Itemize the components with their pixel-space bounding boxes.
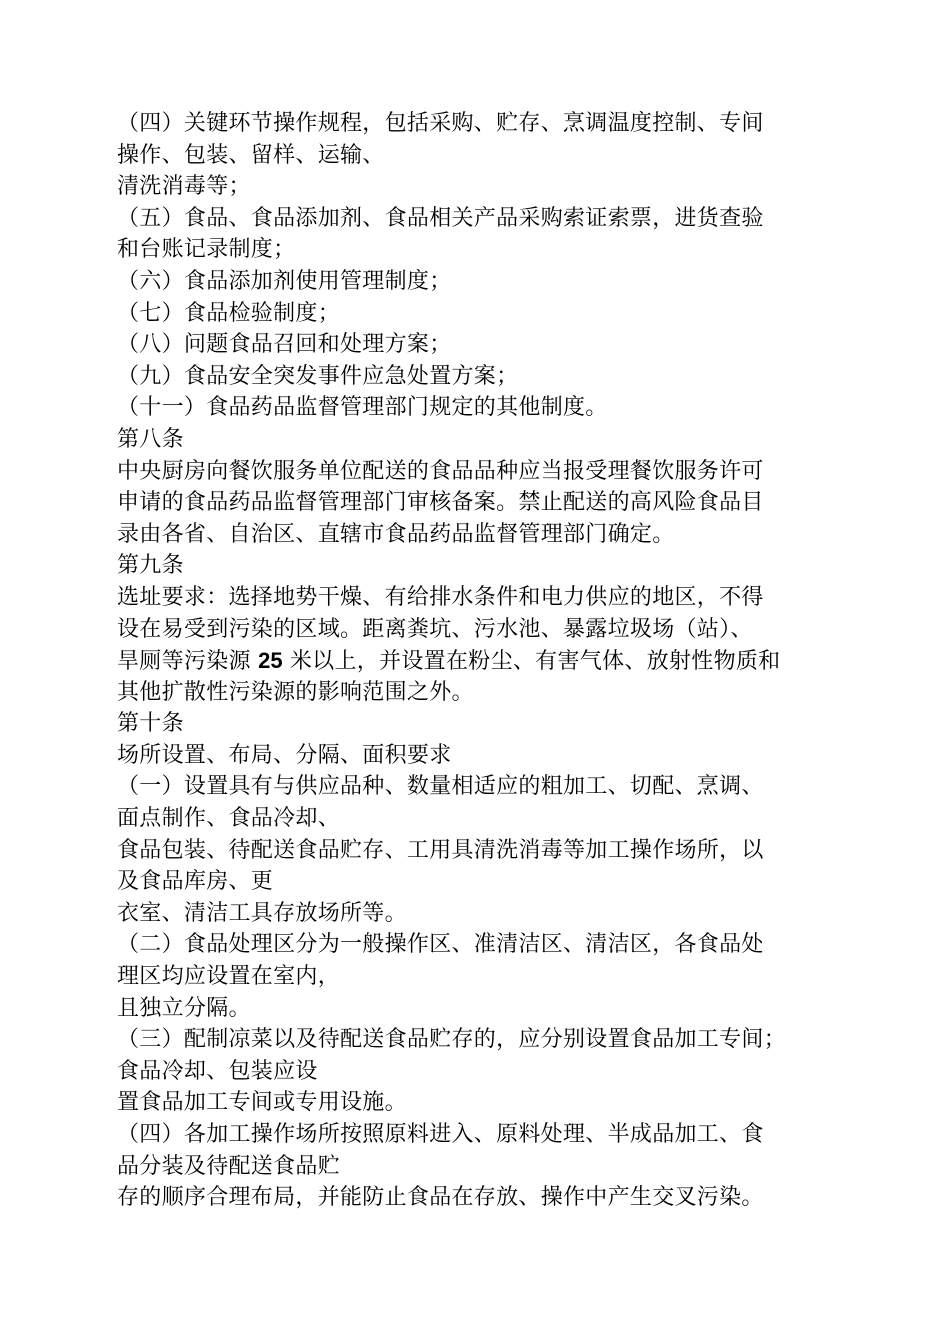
text-line: （四）关键环节操作规程，包括采购、贮存、烹调温度控制、专间 [117, 111, 764, 136]
text-line: 操作、包装、留样、运输、 [117, 142, 385, 168]
text-line: 录由各省、自治区、直辖市食品药品监督管理部门确定。 [117, 521, 675, 547]
text-line: （九）食品安全突发事件应急处置方案； [117, 363, 519, 389]
document-body [117, 108, 857, 1214]
text-line: 其他扩散性污染源的影响范围之外。 [117, 679, 474, 705]
text-line: 和台账记录制度； [117, 237, 296, 263]
article-heading: 第八条 [117, 426, 184, 452]
text-line [117, 645, 857, 677]
text-line: （十一）食品药品监督管理部门规定的其他制度。 [117, 395, 608, 421]
text-line: 选址要求：选择地势干燥、有给排水条件和电力供应的地区，不得 [117, 584, 764, 610]
text-line: 置食品加工专间或专用设施。 [117, 1090, 407, 1116]
text-line: 食品冷却、包装应设 [117, 1058, 318, 1084]
text-line: （六）食品添加剂使用管理制度； [117, 268, 452, 294]
text-line: （二）食品处理区分为一般操作区、准清洁区、清洁区，各食品处 [117, 932, 764, 958]
text-line: 场所设置、布局、分隔、面积要求 [117, 742, 452, 768]
text-line: 理区均应设置在室内， [117, 964, 341, 990]
text-line: 食品包装、待配送食品贮存、工用具清洗消毒等加工操作场所，以 [117, 837, 764, 863]
text-line: （四）各加工操作场所按照原料进入、原料处理、半成品加工、食 [117, 1122, 764, 1147]
article-heading: 第九条 [117, 553, 184, 579]
text-line: 存的顺序合理布局，并能防止食品在存放、操作中产生交叉污染。 [117, 1185, 764, 1211]
text-line: （七）食品检验制度； [117, 300, 341, 326]
text-line: 设在易受到污染的区域。距离粪坑、污水池、暴露垃圾场（站）、 [117, 616, 753, 642]
text-segment: 旱厕等污染源 [117, 649, 259, 675]
text-line: （一）设置具有与供应品种、数量相适应的粗加工、切配、烹调、 [117, 774, 764, 800]
text-line: 中央厨房向餐饮服务单位配送的食品品种应当报受理餐饮服务许可 [117, 458, 764, 484]
text-line: 申请的食品药品监督管理部门审核备案。禁止配送的高风险食品目 [117, 490, 764, 516]
text-line: 清洗消毒等； [117, 174, 251, 200]
text-line: （五）食品、食品添加剂、食品相关产品采购索证索票，进货查验 [117, 205, 764, 231]
text-line: 及食品库房、更 [117, 869, 274, 895]
text-line: 且独立分隔。 [117, 995, 251, 1021]
article-heading: 第十条 [117, 711, 184, 737]
text-line: 品分装及待配送食品贮 [117, 1153, 341, 1179]
text-segment: 米以上，并设置在粉尘、有害气体、放射性物质和 [282, 649, 781, 675]
text-line: （八）问题食品召回和处理方案； [117, 332, 452, 358]
text-line: 面点制作、食品冷却、 [117, 806, 341, 832]
text-line: 衣室、清洁工具存放场所等。 [117, 900, 407, 926]
text-line: （三）配制凉菜以及待配送食品贮存的，应分别设置食品加工专间； [117, 1027, 787, 1053]
distance-number: 25 [258, 648, 283, 674]
